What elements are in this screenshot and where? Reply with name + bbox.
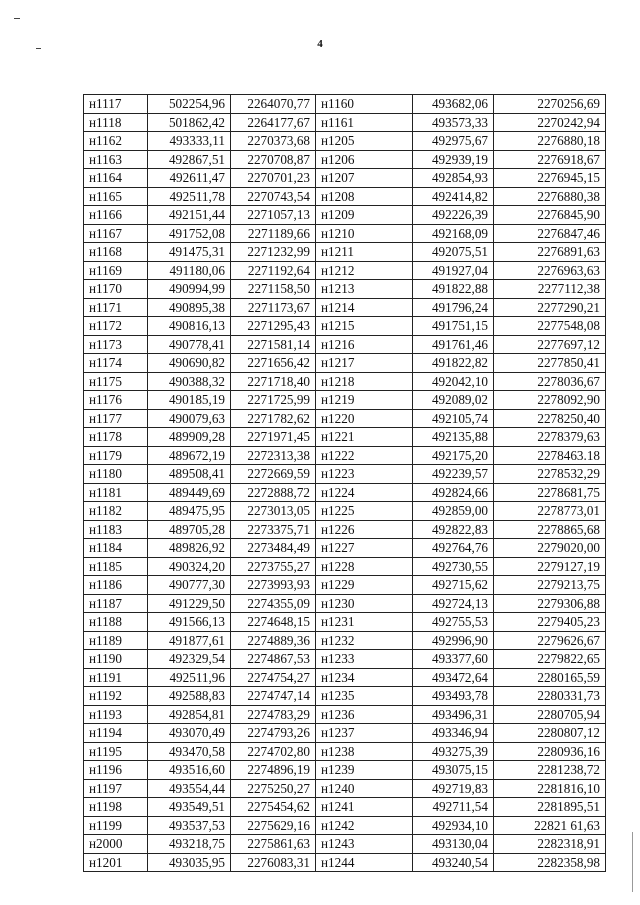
table-row: [84, 779, 606, 798]
coordinate-cell: 2281816,10: [494, 779, 606, 798]
point-id-cell: н1235: [316, 687, 413, 706]
point-id-cell: н1198: [84, 798, 148, 817]
coordinate-cell: 2271158,50: [231, 280, 316, 299]
point-id-cell: н1160: [316, 95, 413, 114]
table-row: [84, 576, 606, 595]
coordinate-cell: 491180,06: [148, 261, 231, 280]
coordinate-cell: 489475,95: [148, 502, 231, 521]
coordinate-cell: 491752,08: [148, 224, 231, 243]
table-row: [84, 280, 606, 299]
coordinate-cell: 489705,28: [148, 520, 231, 539]
point-id-cell: н1195: [84, 742, 148, 761]
coordinate-cell: 2280705,94: [494, 705, 606, 724]
coordinate-cell: 492854,93: [413, 169, 494, 188]
coordinate-cell: 2276891,63: [494, 243, 606, 262]
point-id-cell: н1161: [316, 113, 413, 132]
coordinate-cell: 492715,62: [413, 576, 494, 595]
coordinate-cell: 493346,94: [413, 724, 494, 743]
coordinate-cell: 492755,53: [413, 613, 494, 632]
table-row: [84, 705, 606, 724]
coordinate-cell: 2275861,63: [231, 835, 316, 854]
point-id-cell: н1217: [316, 354, 413, 373]
table-row: [84, 724, 606, 743]
point-id-cell: н1196: [84, 761, 148, 780]
point-id-cell: н1214: [316, 298, 413, 317]
table-row: [84, 391, 606, 410]
coordinate-cell: 493218,75: [148, 835, 231, 854]
coordinate-cell: 2277850,41: [494, 354, 606, 373]
coordinate-cell: 493493,78: [413, 687, 494, 706]
coordinate-cell: 2270708,87: [231, 150, 316, 169]
coordinate-cell: 492175,20: [413, 446, 494, 465]
table-row: [84, 520, 606, 539]
table-row: [84, 835, 606, 854]
coordinate-cell: 491566,13: [148, 613, 231, 632]
point-id-cell: н1215: [316, 317, 413, 336]
coordinate-cell: 2271232,99: [231, 243, 316, 262]
point-id-cell: н1236: [316, 705, 413, 724]
point-id-cell: н1171: [84, 298, 148, 317]
coordinate-cell: 490079,63: [148, 409, 231, 428]
coordinate-cell: 492151,44: [148, 206, 231, 225]
coordinate-cell: 2273484,49: [231, 539, 316, 558]
coordinate-cell: 2271581,14: [231, 335, 316, 354]
point-id-cell: н1172: [84, 317, 148, 336]
point-id-cell: н1193: [84, 705, 148, 724]
point-id-cell: н1221: [316, 428, 413, 447]
table-row: [84, 742, 606, 761]
point-id-cell: н1167: [84, 224, 148, 243]
coordinate-cell: 2280936,16: [494, 742, 606, 761]
coordinate-cell: 493130,04: [413, 835, 494, 854]
coordinate-cell: 493682,06: [413, 95, 494, 114]
coordinate-cell: 492822,83: [413, 520, 494, 539]
coordinate-cell: 2278463.18: [494, 446, 606, 465]
coordinate-cell: 2280331,73: [494, 687, 606, 706]
coordinate-cell: 490185,19: [148, 391, 231, 410]
coordinate-cell: 2276880,18: [494, 132, 606, 151]
table-row: [84, 409, 606, 428]
point-id-cell: н1243: [316, 835, 413, 854]
point-id-cell: н1117: [84, 95, 148, 114]
coordinate-cell: 2276845,90: [494, 206, 606, 225]
coordinate-cell: 2278036,67: [494, 372, 606, 391]
coordinate-cell: 492934,10: [413, 816, 494, 835]
coordinate-cell: 492089,02: [413, 391, 494, 410]
coordinate-cell: 492867,51: [148, 150, 231, 169]
coordinate-cell: 491475,31: [148, 243, 231, 262]
table-row: [84, 687, 606, 706]
coordinate-cell: 22821 61,63: [494, 816, 606, 835]
point-id-cell: н1166: [84, 206, 148, 225]
point-id-cell: н1225: [316, 502, 413, 521]
table-row: [84, 372, 606, 391]
coordinate-cell: 492042,10: [413, 372, 494, 391]
coordinate-cell: 493573,33: [413, 113, 494, 132]
coordinate-cell: 2276918,67: [494, 150, 606, 169]
table-row: [84, 761, 606, 780]
point-id-cell: н1162: [84, 132, 148, 151]
table-row: [84, 816, 606, 835]
point-id-cell: н1207: [316, 169, 413, 188]
table-row: [84, 243, 606, 262]
coordinate-cell: 492239,57: [413, 465, 494, 484]
coordinate-cell: 492168,09: [413, 224, 494, 243]
point-id-cell: н1163: [84, 150, 148, 169]
coordinate-cell: 489508,41: [148, 465, 231, 484]
coordinates-table-body: [84, 95, 606, 872]
point-id-cell: н1206: [316, 150, 413, 169]
point-id-cell: н1187: [84, 594, 148, 613]
point-id-cell: н1208: [316, 187, 413, 206]
point-id-cell: н1184: [84, 539, 148, 558]
table-row: [84, 95, 606, 114]
coordinate-cell: 2276880,38: [494, 187, 606, 206]
page-number: 4: [317, 38, 323, 50]
table-row: [84, 428, 606, 447]
point-id-cell: н1232: [316, 631, 413, 650]
point-id-cell: н1219: [316, 391, 413, 410]
point-id-cell: н1234: [316, 668, 413, 687]
coordinate-cell: 491761,46: [413, 335, 494, 354]
coordinate-cell: 2276963,63: [494, 261, 606, 280]
point-id-cell: н1191: [84, 668, 148, 687]
coordinate-cell: 2276083,31: [231, 853, 316, 872]
point-id-cell: н1192: [84, 687, 148, 706]
coordinate-cell: 2271295,43: [231, 317, 316, 336]
coordinate-cell: 2271173,67: [231, 298, 316, 317]
point-id-cell: н1218: [316, 372, 413, 391]
point-id-cell: н1209: [316, 206, 413, 225]
coordinate-cell: 493240,54: [413, 853, 494, 872]
point-id-cell: н1241: [316, 798, 413, 817]
point-id-cell: н1169: [84, 261, 148, 280]
point-id-cell: н1230: [316, 594, 413, 613]
coordinate-cell: 2276847,46: [494, 224, 606, 243]
coordinate-cell: 491877,61: [148, 631, 231, 650]
point-id-cell: н1186: [84, 576, 148, 595]
coordinate-cell: 493275,39: [413, 742, 494, 761]
point-id-cell: н1199: [84, 816, 148, 835]
coordinate-cell: 492824,66: [413, 483, 494, 502]
point-id-cell: н1213: [316, 280, 413, 299]
coordinate-cell: 2279127,19: [494, 557, 606, 576]
point-id-cell: н1224: [316, 483, 413, 502]
coordinate-cell: 492730,55: [413, 557, 494, 576]
table-row: [84, 298, 606, 317]
table-row: [84, 502, 606, 521]
coordinate-cell: 2274896,19: [231, 761, 316, 780]
table-row: [84, 557, 606, 576]
scan-artifact-mark: [14, 18, 20, 19]
table-row: [84, 150, 606, 169]
table-row: [84, 354, 606, 373]
table-row: [84, 224, 606, 243]
table-row: [84, 631, 606, 650]
coordinate-cell: 2280807,12: [494, 724, 606, 743]
coordinate-cell: 2264177,67: [231, 113, 316, 132]
coordinate-cell: 2279405,23: [494, 613, 606, 632]
coordinate-cell: 2280165,59: [494, 668, 606, 687]
coordinate-cell: 492511,78: [148, 187, 231, 206]
coordinate-cell: 2274747,14: [231, 687, 316, 706]
coordinate-cell: 492975,67: [413, 132, 494, 151]
coordinate-cell: 2271192,64: [231, 261, 316, 280]
point-id-cell: н1183: [84, 520, 148, 539]
coordinate-cell: 2278250,40: [494, 409, 606, 428]
point-id-cell: н1220: [316, 409, 413, 428]
coordinate-cell: 2278532,29: [494, 465, 606, 484]
point-id-cell: н1244: [316, 853, 413, 872]
coordinate-cell: 492996,90: [413, 631, 494, 650]
coordinate-cell: 490324,20: [148, 557, 231, 576]
coordinate-cell: 2271718,40: [231, 372, 316, 391]
coordinate-cell: 493070,49: [148, 724, 231, 743]
coordinate-cell: 491796,24: [413, 298, 494, 317]
coordinate-cell: 493333,11: [148, 132, 231, 151]
coordinate-cell: 2279822,65: [494, 650, 606, 669]
point-id-cell: н1165: [84, 187, 148, 206]
coordinate-cell: 2274889,36: [231, 631, 316, 650]
point-id-cell: н1233: [316, 650, 413, 669]
coordinate-cell: 2272313,38: [231, 446, 316, 465]
point-id-cell: н1242: [316, 816, 413, 835]
point-id-cell: н1229: [316, 576, 413, 595]
table-row: [84, 594, 606, 613]
point-id-cell: н1231: [316, 613, 413, 632]
coordinate-cell: 492854,81: [148, 705, 231, 724]
coordinate-cell: 492859,00: [413, 502, 494, 521]
coordinate-cell: 491751,15: [413, 317, 494, 336]
coordinate-cell: 2274783,29: [231, 705, 316, 724]
point-id-cell: н2000: [84, 835, 148, 854]
table-row: [84, 335, 606, 354]
scan-artifact-mark: [632, 832, 633, 892]
table-row: [84, 113, 606, 132]
coordinate-cell: 502254,96: [148, 95, 231, 114]
coordinate-cell: 492075,51: [413, 243, 494, 262]
coordinate-cell: 489909,28: [148, 428, 231, 447]
coordinate-cell: 491927,04: [413, 261, 494, 280]
coordinate-cell: 2270701,23: [231, 169, 316, 188]
coordinate-cell: 490778,41: [148, 335, 231, 354]
coordinate-cell: 490777,30: [148, 576, 231, 595]
coordinate-cell: 492719,83: [413, 779, 494, 798]
point-id-cell: н1190: [84, 650, 148, 669]
point-id-cell: н1180: [84, 465, 148, 484]
coordinate-cell: 490690,82: [148, 354, 231, 373]
coordinate-cell: 2278865,68: [494, 520, 606, 539]
coordinate-cell: 492329,54: [148, 650, 231, 669]
point-id-cell: н1238: [316, 742, 413, 761]
point-id-cell: н1194: [84, 724, 148, 743]
coordinate-cell: 2274355,09: [231, 594, 316, 613]
table-row: [84, 483, 606, 502]
coordinate-cell: 2271656,42: [231, 354, 316, 373]
coordinate-cell: 2273375,71: [231, 520, 316, 539]
coordinate-cell: 2271189,66: [231, 224, 316, 243]
coordinate-cell: 2272888,72: [231, 483, 316, 502]
coordinate-cell: 2274648,15: [231, 613, 316, 632]
coordinate-cell: 2275250,27: [231, 779, 316, 798]
point-id-cell: н1173: [84, 335, 148, 354]
point-id-cell: н1240: [316, 779, 413, 798]
coordinate-cell: 2277697,12: [494, 335, 606, 354]
coordinate-cell: 2270373,68: [231, 132, 316, 151]
point-id-cell: н1227: [316, 539, 413, 558]
point-id-cell: н1222: [316, 446, 413, 465]
coordinate-cell: 493516,60: [148, 761, 231, 780]
point-id-cell: н1237: [316, 724, 413, 743]
point-id-cell: н1212: [316, 261, 413, 280]
coordinate-cell: 2271057,13: [231, 206, 316, 225]
point-id-cell: н1201: [84, 853, 148, 872]
point-id-cell: н1185: [84, 557, 148, 576]
coordinate-cell: 2273013,05: [231, 502, 316, 521]
coordinate-cell: 2279306,88: [494, 594, 606, 613]
point-id-cell: н1210: [316, 224, 413, 243]
coordinate-cell: 490816,13: [148, 317, 231, 336]
point-id-cell: н1216: [316, 335, 413, 354]
table-row: [84, 446, 606, 465]
coordinate-cell: 493470,58: [148, 742, 231, 761]
point-id-cell: н1182: [84, 502, 148, 521]
table-row: [84, 169, 606, 188]
coordinate-cell: 2270256,69: [494, 95, 606, 114]
coordinate-cell: 2274867,53: [231, 650, 316, 669]
point-id-cell: н1176: [84, 391, 148, 410]
coordinate-cell: 491822,82: [413, 354, 494, 373]
coordinate-cell: 2278092,90: [494, 391, 606, 410]
point-id-cell: н1228: [316, 557, 413, 576]
coordinate-cell: 492105,74: [413, 409, 494, 428]
coordinate-cell: 2273993,93: [231, 576, 316, 595]
coordinate-cell: 2279213,75: [494, 576, 606, 595]
coordinate-cell: 2279020,00: [494, 539, 606, 558]
coordinate-cell: 492939,19: [413, 150, 494, 169]
point-id-cell: н1175: [84, 372, 148, 391]
coordinates-table: [83, 94, 606, 872]
table-row: [84, 187, 606, 206]
coordinate-cell: 489672,19: [148, 446, 231, 465]
coordinate-cell: 2278773,01: [494, 502, 606, 521]
point-id-cell: н1177: [84, 409, 148, 428]
coordinate-cell: 2281238,72: [494, 761, 606, 780]
table-row: [84, 539, 606, 558]
point-id-cell: н1174: [84, 354, 148, 373]
coordinate-cell: 2277112,38: [494, 280, 606, 299]
coordinate-cell: 489826,92: [148, 539, 231, 558]
coordinate-cell: 492414,82: [413, 187, 494, 206]
coordinate-cell: 492611,47: [148, 169, 231, 188]
point-id-cell: н1181: [84, 483, 148, 502]
coordinate-cell: 493537,53: [148, 816, 231, 835]
coordinate-cell: 2277290,21: [494, 298, 606, 317]
coordinate-cell: 2278681,75: [494, 483, 606, 502]
coordinate-cell: 2264070,77: [231, 95, 316, 114]
coordinate-cell: 493472,64: [413, 668, 494, 687]
coordinate-cell: 493035,95: [148, 853, 231, 872]
coordinate-cell: 489449,69: [148, 483, 231, 502]
coordinate-cell: 2277548,08: [494, 317, 606, 336]
table-row: [84, 650, 606, 669]
point-id-cell: н1205: [316, 132, 413, 151]
coordinate-cell: 2272669,59: [231, 465, 316, 484]
table-row: [84, 261, 606, 280]
coordinate-cell: 2275454,62: [231, 798, 316, 817]
coordinate-cell: 492226,39: [413, 206, 494, 225]
coordinate-cell: 2274754,27: [231, 668, 316, 687]
coordinate-cell: 2279626,67: [494, 631, 606, 650]
coordinate-cell: 490895,38: [148, 298, 231, 317]
coordinate-cell: 490994,99: [148, 280, 231, 299]
coordinate-cell: 493554,44: [148, 779, 231, 798]
table-row: [84, 853, 606, 872]
table-row: [84, 206, 606, 225]
coordinate-cell: 493377,60: [413, 650, 494, 669]
table-row: [84, 465, 606, 484]
coordinate-cell: 2278379,63: [494, 428, 606, 447]
coordinate-cell: 2274702,80: [231, 742, 316, 761]
coordinate-cell: 2271971,45: [231, 428, 316, 447]
coordinate-cell: 492724,13: [413, 594, 494, 613]
coordinate-cell: 491822,88: [413, 280, 494, 299]
coordinate-cell: 492511,96: [148, 668, 231, 687]
coordinate-cell: 2271725,99: [231, 391, 316, 410]
coordinate-cell: 493075,15: [413, 761, 494, 780]
coordinate-cell: 492764,76: [413, 539, 494, 558]
table-row: [84, 668, 606, 687]
coordinate-cell: 490388,32: [148, 372, 231, 391]
table-row: [84, 798, 606, 817]
coordinate-cell: 2271782,62: [231, 409, 316, 428]
point-id-cell: н1178: [84, 428, 148, 447]
table-row: [84, 132, 606, 151]
point-id-cell: н1179: [84, 446, 148, 465]
point-id-cell: н1118: [84, 113, 148, 132]
coordinate-cell: 492588,83: [148, 687, 231, 706]
point-id-cell: н1211: [316, 243, 413, 262]
table-row: [84, 317, 606, 336]
point-id-cell: н1189: [84, 631, 148, 650]
coordinate-cell: 493549,51: [148, 798, 231, 817]
coordinate-cell: 501862,42: [148, 113, 231, 132]
point-id-cell: н1170: [84, 280, 148, 299]
point-id-cell: н1188: [84, 613, 148, 632]
point-id-cell: н1164: [84, 169, 148, 188]
coordinate-cell: 2281895,51: [494, 798, 606, 817]
point-id-cell: н1168: [84, 243, 148, 262]
coordinate-cell: 2282358,98: [494, 853, 606, 872]
table-row: [84, 613, 606, 632]
coordinate-cell: 491229,50: [148, 594, 231, 613]
coordinate-cell: 2282318,91: [494, 835, 606, 854]
coordinate-cell: 2274793,26: [231, 724, 316, 743]
point-id-cell: н1226: [316, 520, 413, 539]
coordinate-cell: 2276945,15: [494, 169, 606, 188]
coordinate-cell: 2273755,27: [231, 557, 316, 576]
coordinate-cell: 492135,88: [413, 428, 494, 447]
coordinate-cell: 493496,31: [413, 705, 494, 724]
point-id-cell: н1223: [316, 465, 413, 484]
coordinate-cell: 2275629,16: [231, 816, 316, 835]
point-id-cell: н1239: [316, 761, 413, 780]
coordinate-cell: 492711,54: [413, 798, 494, 817]
coordinate-cell: 2270242,94: [494, 113, 606, 132]
coordinate-cell: 2270743,54: [231, 187, 316, 206]
point-id-cell: н1197: [84, 779, 148, 798]
